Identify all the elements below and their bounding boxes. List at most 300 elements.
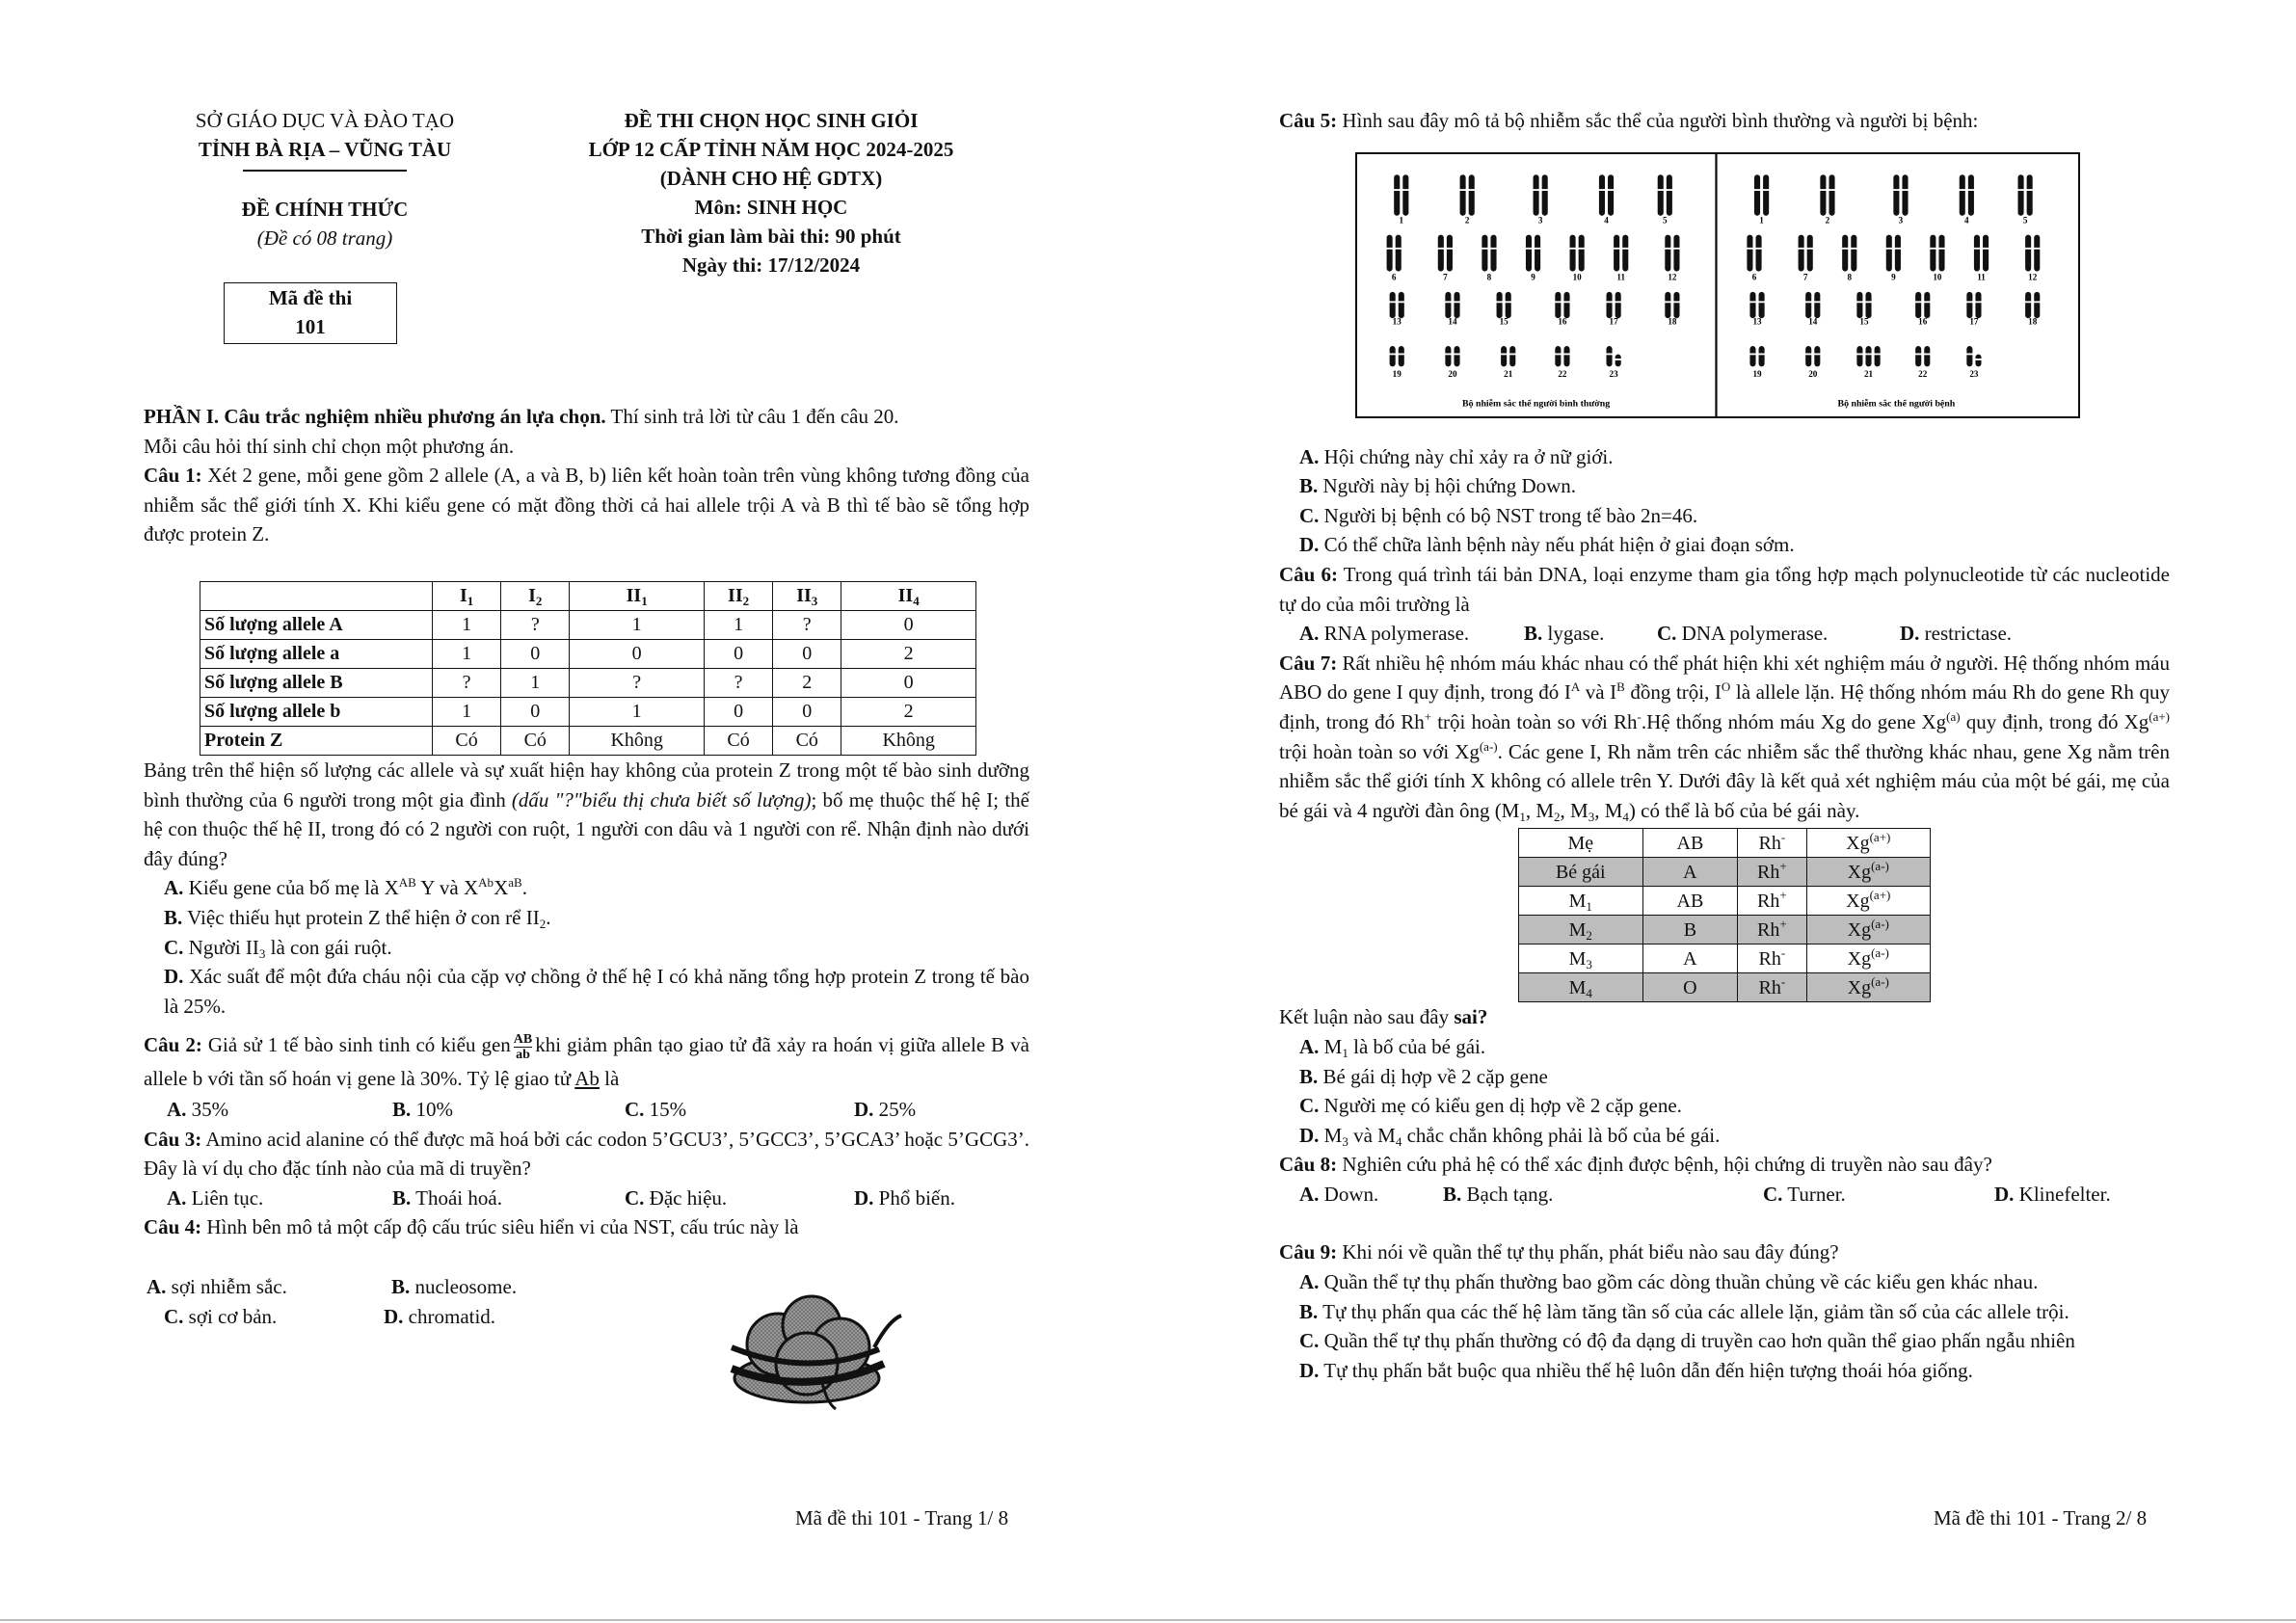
chromosome-number: 15 xyxy=(1859,315,1869,326)
text-segment: Rh xyxy=(1758,947,1781,970)
text-segment: Klinefelter. xyxy=(2014,1182,2111,1206)
exam-date: Ngày thi: 17/12/2024 xyxy=(681,253,861,277)
chromosome xyxy=(1402,174,1410,216)
xg-cell xyxy=(1806,829,1931,858)
text-segment: A. xyxy=(1299,622,1320,646)
table-row xyxy=(1519,916,1931,945)
page-2-body xyxy=(1279,106,2170,1385)
text-segment: là con gái ruột. xyxy=(265,935,392,959)
text-segment: Rh xyxy=(1758,976,1781,998)
option-d[interactable] xyxy=(854,1184,955,1213)
text-segment: và M xyxy=(1348,1123,1396,1147)
text-segment: , M xyxy=(1525,798,1555,822)
chromosome-number: 11 xyxy=(1977,272,1986,282)
text-segment: Rh xyxy=(1758,832,1781,854)
chromosome-number: 23 xyxy=(1609,368,1618,379)
text-segment: , M xyxy=(1560,798,1589,822)
chromosome-number: 22 xyxy=(1918,368,1928,379)
part1-text: Thí sinh trả lời từ câu 1 đến câu 20. xyxy=(605,405,899,428)
blood-type-table xyxy=(1518,828,1931,1002)
rh-cell xyxy=(1738,887,1806,916)
text-segment: 4 xyxy=(1622,809,1629,824)
text-segment: 1 xyxy=(1519,809,1526,824)
text-segment: Tự thụ phấn qua các thế hệ làm tăng tần số của các allele lặn, giảm tần số của các allele trội. xyxy=(1318,1299,2069,1323)
abo-cell: AB xyxy=(1642,829,1738,858)
text-segment: + xyxy=(1779,887,1787,902)
province-name: TỈNH BÀ RỊA – VŨNG TÀU xyxy=(198,138,452,161)
table-cell: 1 xyxy=(570,610,705,639)
text-segment: 35% xyxy=(186,1098,229,1121)
chromosome xyxy=(1454,291,1461,317)
option-a[interactable] xyxy=(1299,442,2170,472)
option-b[interactable] xyxy=(391,1272,517,1302)
context-text: ; bố mẹ thuộc thế hệ I; thế hệ con thuộc thế hệ II, trong đó có 2 người con ruột, 1 người con dâu và 1 người con rể. Nhận định nào dưới đây đúng? xyxy=(144,787,1029,870)
chromosome xyxy=(1914,291,1922,317)
abo-cell: AB xyxy=(1642,887,1738,916)
chromosome-number: 6 xyxy=(1751,272,1757,282)
part1-instructions xyxy=(144,402,1029,461)
chromosome xyxy=(1578,234,1586,271)
chromosome xyxy=(1749,346,1757,366)
table-row xyxy=(200,610,976,639)
table-cell: 0 xyxy=(841,610,976,639)
chromosome xyxy=(1851,234,1858,271)
chromosome-number: 19 xyxy=(1752,368,1762,379)
exam-code: 101 xyxy=(295,315,326,338)
context-text: Bảng trên thể hiện số lượng các allele và sự xuất hiện hay không của protein Z trong một tế bào sinh dưỡng bình thường của 6 người trong một gia đình xyxy=(144,758,1029,812)
chromosome xyxy=(1555,291,1562,317)
text-segment: Có thể chữa lành bệnh này nếu phát hiện ở giai đoạn sớm. xyxy=(1319,533,1795,557)
option-b[interactable] xyxy=(164,903,1029,933)
text-segment: A. xyxy=(167,1098,187,1121)
text-segment: trội hoàn toàn so với Xg xyxy=(1279,739,1480,763)
text-segment: Bạch tạng. xyxy=(1461,1182,1554,1206)
text-segment: A xyxy=(1570,679,1581,695)
text-segment: M xyxy=(1568,890,1587,912)
text-segment: A. xyxy=(1299,1034,1320,1058)
table-row xyxy=(200,726,976,755)
chromosome xyxy=(1398,346,1405,366)
table-cell: 0 xyxy=(501,697,570,726)
text-segment: B. xyxy=(1443,1182,1462,1206)
text-segment: D. xyxy=(854,1098,874,1121)
text-segment: C. xyxy=(1763,1182,1783,1206)
chromosome-number: 17 xyxy=(1609,315,1618,326)
text-segment: B. xyxy=(1299,474,1319,498)
column-header xyxy=(433,581,501,610)
abo-cell: A xyxy=(1642,945,1738,973)
text-segment: Rh xyxy=(1757,890,1780,912)
text-segment: X xyxy=(494,876,509,900)
text-segment: 15% xyxy=(644,1098,687,1121)
chromosome xyxy=(1606,346,1614,366)
option-b[interactable] xyxy=(392,1095,453,1125)
text-segment: D. xyxy=(854,1185,874,1210)
text-segment: Ab xyxy=(478,875,494,891)
text-segment: (a+) xyxy=(2149,708,2170,724)
option-c[interactable] xyxy=(164,1302,277,1332)
chromosome xyxy=(1606,291,1614,317)
option-c[interactable] xyxy=(1763,1180,1846,1210)
table-row xyxy=(1519,858,1931,887)
option-b[interactable] xyxy=(392,1184,502,1213)
text-segment: chromatid. xyxy=(403,1304,496,1328)
text-segment: aB xyxy=(508,875,522,891)
option-d[interactable] xyxy=(384,1302,495,1332)
question-9-options xyxy=(1299,1267,2170,1385)
option-c[interactable] xyxy=(625,1184,727,1213)
abo-cell: A xyxy=(1642,858,1738,887)
table-cell: 0 xyxy=(773,697,841,726)
chromosome xyxy=(1758,291,1766,317)
exam-grade-year: LỚP 12 CẤP TỈNH NĂM HỌC 2024-2025 xyxy=(588,138,954,161)
text-segment: là allele lặn. Hệ thống nhóm máu Rh do gene Rh quy định, trong đó Rh xyxy=(1279,680,2170,733)
question-4 xyxy=(144,1212,1029,1242)
chromosome-number: 7 xyxy=(1802,272,1808,282)
option-c[interactable] xyxy=(164,933,1029,963)
option-a[interactable] xyxy=(164,873,1029,903)
person-cell xyxy=(1519,887,1643,916)
text-segment: M xyxy=(1319,1034,1343,1058)
text-segment: D. xyxy=(1994,1182,2015,1206)
option-a[interactable] xyxy=(1299,1180,1378,1210)
chromosome xyxy=(1762,174,1770,216)
chromosome xyxy=(1865,291,1873,317)
table-cell: 1 xyxy=(433,697,501,726)
chromosome xyxy=(1747,234,1754,271)
rh-cell xyxy=(1738,858,1806,887)
table-cell: 1 xyxy=(433,639,501,668)
xg-cell xyxy=(1806,973,1931,1002)
chromosome xyxy=(1930,234,1937,271)
row-label: Số lượng allele b xyxy=(200,697,433,726)
question-2-options xyxy=(144,1095,1029,1125)
text-segment: Việc thiếu hụt protein Z thể hiện ở con rể II xyxy=(182,905,540,929)
table-cell: Có xyxy=(704,726,772,755)
option-b[interactable] xyxy=(1299,1297,2170,1327)
question-text: Xét 2 gene, mỗi gene gồm 2 allele (A, a và B, b) liên kết hoàn toàn trên vùng không tương đồng của nhiễm sắc thể giới tính X. Khi kiểu gene có mặt đồng thời cả hai allele trội A và B thì tế bào sẽ tổng hợp được protein Z. xyxy=(144,464,1030,546)
text-segment: Rất nhiều hệ nhóm máu khác nhau có thể phát hiện khi xét nghiệm máu ở người. Hệ thống nhóm máu ABO do gene I quy định, trong đó I xyxy=(1279,651,2170,705)
text-segment: (a-) xyxy=(1871,916,1889,931)
pages-note: (Đề có 08 trang) xyxy=(256,226,393,250)
text-segment: 4 xyxy=(913,594,920,609)
text-segment: Bé gái xyxy=(1555,861,1606,883)
person-cell xyxy=(1519,945,1643,973)
text-segment: Liên tục. xyxy=(186,1185,264,1210)
table-cell: 0 xyxy=(841,668,976,697)
text-segment: C. xyxy=(625,1098,645,1121)
rh-cell xyxy=(1738,829,1806,858)
text-segment: 2 xyxy=(539,916,547,931)
text-segment: - xyxy=(1780,973,1786,989)
chromosome xyxy=(1804,346,1812,366)
text-segment: trội hoàn toàn so với Rh xyxy=(1431,709,1638,733)
text-segment: Người mẹ có kiểu gen dị hợp về 2 cặp gene. xyxy=(1319,1094,1682,1118)
chromosome xyxy=(1657,174,1665,216)
table-cell: 0 xyxy=(501,639,570,668)
text-segment: II xyxy=(897,585,914,607)
option-d[interactable] xyxy=(1299,1356,2170,1386)
table-cell: 0 xyxy=(570,639,705,668)
question-text: Hình sau đây mô tả bộ nhiễm sắc thể của người bình thường và người bị bệnh: xyxy=(1337,109,1979,132)
question-3-options xyxy=(144,1184,1029,1213)
part1-text2: Mỗi câu hỏi thí sinh chỉ chọn một phương án. xyxy=(144,434,515,458)
text-segment: A. xyxy=(1299,1270,1320,1294)
question-8-options xyxy=(1279,1180,2170,1210)
table-row xyxy=(1519,973,1931,1002)
text-segment: - xyxy=(1637,708,1642,724)
text-segment: D. xyxy=(1900,622,1920,646)
text-segment: Xg xyxy=(1847,947,1872,970)
chromosome xyxy=(1505,291,1512,317)
text-segment: Xg xyxy=(1847,976,1872,998)
option-c[interactable] xyxy=(1299,1326,2170,1356)
text-segment: C. xyxy=(1657,622,1677,646)
text-segment: B xyxy=(1616,679,1625,695)
row-label: Số lượng allele A xyxy=(200,610,433,639)
text-segment: Xg xyxy=(1847,861,1872,883)
text-segment: M xyxy=(1568,918,1587,941)
chromosome-number: 18 xyxy=(1668,315,1677,326)
chromosome-number: 4 xyxy=(1604,215,1609,226)
question-7-prompt xyxy=(1279,1002,2170,1032)
question-4-options-row1 xyxy=(144,1272,683,1302)
abo-cell: B xyxy=(1642,916,1738,945)
exam-code-label: Mã đề thi xyxy=(268,286,353,309)
question-label: Câu 1: xyxy=(144,464,202,488)
person-cell xyxy=(1519,858,1643,887)
table-cell: 0 xyxy=(773,639,841,668)
text-segment: quy định, trong đó Xg xyxy=(1960,709,2149,733)
text-segment: 1 xyxy=(641,594,648,609)
option-d[interactable] xyxy=(1900,619,2012,649)
chromosome xyxy=(1533,174,1540,216)
text-segment: Tự thụ phấn bắt buộc qua nhiều thế hệ luôn dẫn đến hiện tượng thoái hóa giống. xyxy=(1319,1358,1973,1382)
text-segment: B. xyxy=(1524,622,1543,646)
text-segment: A. xyxy=(1299,1182,1320,1206)
official-label: ĐỀ CHÍNH THỨC xyxy=(241,197,409,221)
chromosome xyxy=(1804,291,1812,317)
text-segment: (a) xyxy=(1946,708,1961,724)
chromosome xyxy=(2033,291,2041,317)
table-cell: Có xyxy=(433,726,501,755)
chromosome-number: 3 xyxy=(1537,215,1543,226)
text-segment: O xyxy=(1721,679,1731,695)
chromosome xyxy=(1437,234,1445,271)
text-segment: D. xyxy=(1299,1123,1320,1147)
chromosome-number: 2 xyxy=(1825,215,1830,226)
chromosome xyxy=(1395,234,1402,271)
chromosome xyxy=(1894,234,1902,271)
text-segment: Turner. xyxy=(1782,1182,1846,1206)
text-segment: II xyxy=(626,585,642,607)
chromosome xyxy=(1459,174,1467,216)
table-cell: Không xyxy=(570,726,705,755)
chromosome xyxy=(1569,234,1577,271)
chromosome xyxy=(1665,234,1672,271)
text-segment: (a-) xyxy=(1871,858,1889,873)
column-header xyxy=(501,581,570,610)
option-d[interactable] xyxy=(164,962,1029,1021)
rh-cell xyxy=(1738,973,1806,1002)
text-segment: M xyxy=(1568,947,1587,970)
question-text: Nghiên cứu phả hệ có thể xác định được bệnh, hội chứng di truyền nào sau đây? xyxy=(1337,1153,1992,1177)
chromosome xyxy=(1389,346,1397,366)
table-row xyxy=(200,697,976,726)
text-segment: M xyxy=(1319,1123,1343,1147)
chromosome-number: 8 xyxy=(1847,272,1853,282)
option-a[interactable] xyxy=(147,1272,287,1302)
chromosome xyxy=(1885,234,1893,271)
karyotype-caption: Bộ nhiễm sắc thể người bình thường xyxy=(1461,397,1611,409)
person-cell xyxy=(1519,829,1643,858)
option-b[interactable] xyxy=(1443,1180,1553,1210)
chromosome xyxy=(1967,174,1975,216)
option-c[interactable] xyxy=(1657,619,1828,649)
question-4-options-row2 xyxy=(144,1302,683,1332)
chromosome xyxy=(1914,346,1922,366)
text-segment: 3 xyxy=(258,945,266,961)
text-segment: II xyxy=(728,585,743,607)
text-segment: (a-) xyxy=(1479,738,1498,754)
chromosome-number: 21 xyxy=(1863,368,1874,379)
text-segment: đồng trội, I xyxy=(1624,680,1722,705)
person-cell xyxy=(1519,973,1643,1002)
option-a[interactable] xyxy=(1299,1267,2170,1297)
chromosome-number: 6 xyxy=(1391,272,1397,282)
table-cell: 1 xyxy=(501,668,570,697)
text-segment: Người II xyxy=(183,935,259,959)
text-segment: ) có thể là bố của bé gái này. xyxy=(1628,798,1860,822)
chromosome-number: 13 xyxy=(1752,315,1762,326)
option-b[interactable] xyxy=(1299,1062,2170,1092)
option-a[interactable] xyxy=(167,1184,263,1213)
option-a[interactable] xyxy=(1299,1032,2170,1062)
text-segment: Xg xyxy=(1847,918,1872,941)
question-1-options xyxy=(164,873,1029,1021)
text-segment: D. xyxy=(1299,533,1320,557)
text-segment: B. xyxy=(392,1098,412,1121)
text-segment: - xyxy=(1780,945,1786,960)
rh-cell xyxy=(1738,916,1806,945)
table-row xyxy=(200,639,976,668)
chromosome xyxy=(1959,174,1966,216)
question-label: Câu 2: xyxy=(144,1033,202,1057)
text-segment: - xyxy=(1780,829,1786,844)
option-a[interactable] xyxy=(167,1095,228,1125)
exam-system: (DÀNH CHO HỆ GDTX) xyxy=(659,167,883,190)
text-segment: D. xyxy=(164,965,184,989)
text-segment: 10% xyxy=(411,1098,454,1121)
text-segment: restrictase. xyxy=(1919,622,2013,646)
table-cell: 2 xyxy=(773,668,841,697)
option-a[interactable] xyxy=(1299,619,1469,649)
text-segment: , M xyxy=(1594,798,1623,822)
question-label: Câu 7: xyxy=(1279,651,1338,675)
chromosome xyxy=(1613,234,1620,271)
exam-duration: Thời gian làm bài thi: 90 phút xyxy=(641,225,901,248)
text-segment: + xyxy=(1779,858,1787,873)
person-cell xyxy=(1519,916,1643,945)
chromosome xyxy=(1468,174,1476,216)
chromosome xyxy=(1496,291,1504,317)
header-left xyxy=(180,106,469,253)
text-segment: + xyxy=(1424,708,1432,724)
chromosome xyxy=(1902,174,1909,216)
chromosome xyxy=(1446,234,1454,271)
text-segment: Kết luận nào sau đây xyxy=(1279,1005,1455,1029)
question-text: Trong quá trình tái bản DNA, loại enzyme tham gia tổng hợp mạch polynucleotide từ các nucleotide tự do của môi trường là xyxy=(1279,562,2170,616)
table-cell: Có xyxy=(501,726,570,755)
table-cell: ? xyxy=(570,668,705,697)
text-segment: Mẹ xyxy=(1567,832,1594,854)
chromosome xyxy=(1966,291,1974,317)
page-1-body xyxy=(144,402,1029,1331)
option-b[interactable] xyxy=(1524,619,1604,649)
text-segment: sai? xyxy=(1454,1005,1488,1029)
text-segment: . xyxy=(546,905,551,929)
chromosome-number: 21 xyxy=(1504,368,1513,379)
question-text: Khi nói về quần thể tự thụ phấn, phát biểu nào sau đây đúng? xyxy=(1337,1240,1839,1264)
text-segment: 2 xyxy=(1586,927,1592,943)
text-segment: Hội chứng này chỉ xảy ra ở nữ giới. xyxy=(1319,444,1614,468)
chromosome-number: 12 xyxy=(2028,272,2038,282)
text-segment: AB xyxy=(513,1032,533,1047)
exam-subject: Môn: SINH HỌC xyxy=(694,196,848,219)
column-header xyxy=(704,581,772,610)
option-c[interactable] xyxy=(1299,1091,2170,1121)
table-cell: ? xyxy=(773,610,841,639)
option-d[interactable] xyxy=(1994,1180,2111,1210)
option-d[interactable] xyxy=(1299,530,2170,560)
option-c[interactable] xyxy=(1299,501,2170,531)
text-segment: Người này bị hội chứng Down. xyxy=(1318,474,1577,498)
chromosome xyxy=(1665,291,1672,317)
rh-cell xyxy=(1738,945,1806,973)
text-segment: 2 xyxy=(742,594,750,609)
chromosome xyxy=(2033,234,2041,271)
table-cell: 0 xyxy=(704,697,772,726)
question-text: khi giảm phân tạo giao tử đã xảy ra hoán vị giữa allele B và allele b với tần số hoán vị gene là 30%. Tỷ lệ giao tử xyxy=(144,1033,1030,1090)
gamete-ab: Ab xyxy=(574,1067,600,1090)
option-d[interactable] xyxy=(854,1095,916,1125)
text-segment: I xyxy=(459,585,467,607)
chromosome-number: 9 xyxy=(1531,272,1535,282)
option-c[interactable] xyxy=(625,1095,686,1125)
chromosome xyxy=(1534,234,1541,271)
chromosome xyxy=(1829,174,1836,216)
text-segment: A. xyxy=(1299,444,1320,468)
abo-cell: O xyxy=(1642,973,1738,1002)
chromosome xyxy=(1454,346,1461,366)
option-b[interactable] xyxy=(1299,471,2170,501)
question-6-options xyxy=(1279,619,2170,649)
table-row xyxy=(1519,945,1931,973)
chromosome xyxy=(1673,291,1681,317)
question-label: Câu 4: xyxy=(144,1215,202,1239)
chromosome-number: 16 xyxy=(1918,315,1928,326)
xg-cell xyxy=(1806,858,1931,887)
question-text: Amino acid alanine có thể được mã hoá bởi các codon 5’GCU3’, 5’GCC3’, 5’GCA3’ hoặc 5’GCG3’. Đây là ví dụ cho đặc tính nào của mã di truyền? xyxy=(144,1127,1029,1181)
text-segment: sợi nhiễm sắc. xyxy=(166,1274,287,1298)
option-d[interactable] xyxy=(1299,1121,2170,1151)
text-segment: Quần thể tự thụ phấn thường có độ đa dạng di truyền cao hơn quần thể giao phấn ngẫu nhiên xyxy=(1319,1329,2075,1353)
chromosome-number: 5 xyxy=(2022,215,2028,226)
page-1-footer: Mã đề thi 101 - Trang 1/ 8 xyxy=(795,1506,1009,1530)
exam-code-box xyxy=(224,282,397,344)
text-segment: và I xyxy=(1580,680,1617,705)
header-right xyxy=(540,106,1002,279)
